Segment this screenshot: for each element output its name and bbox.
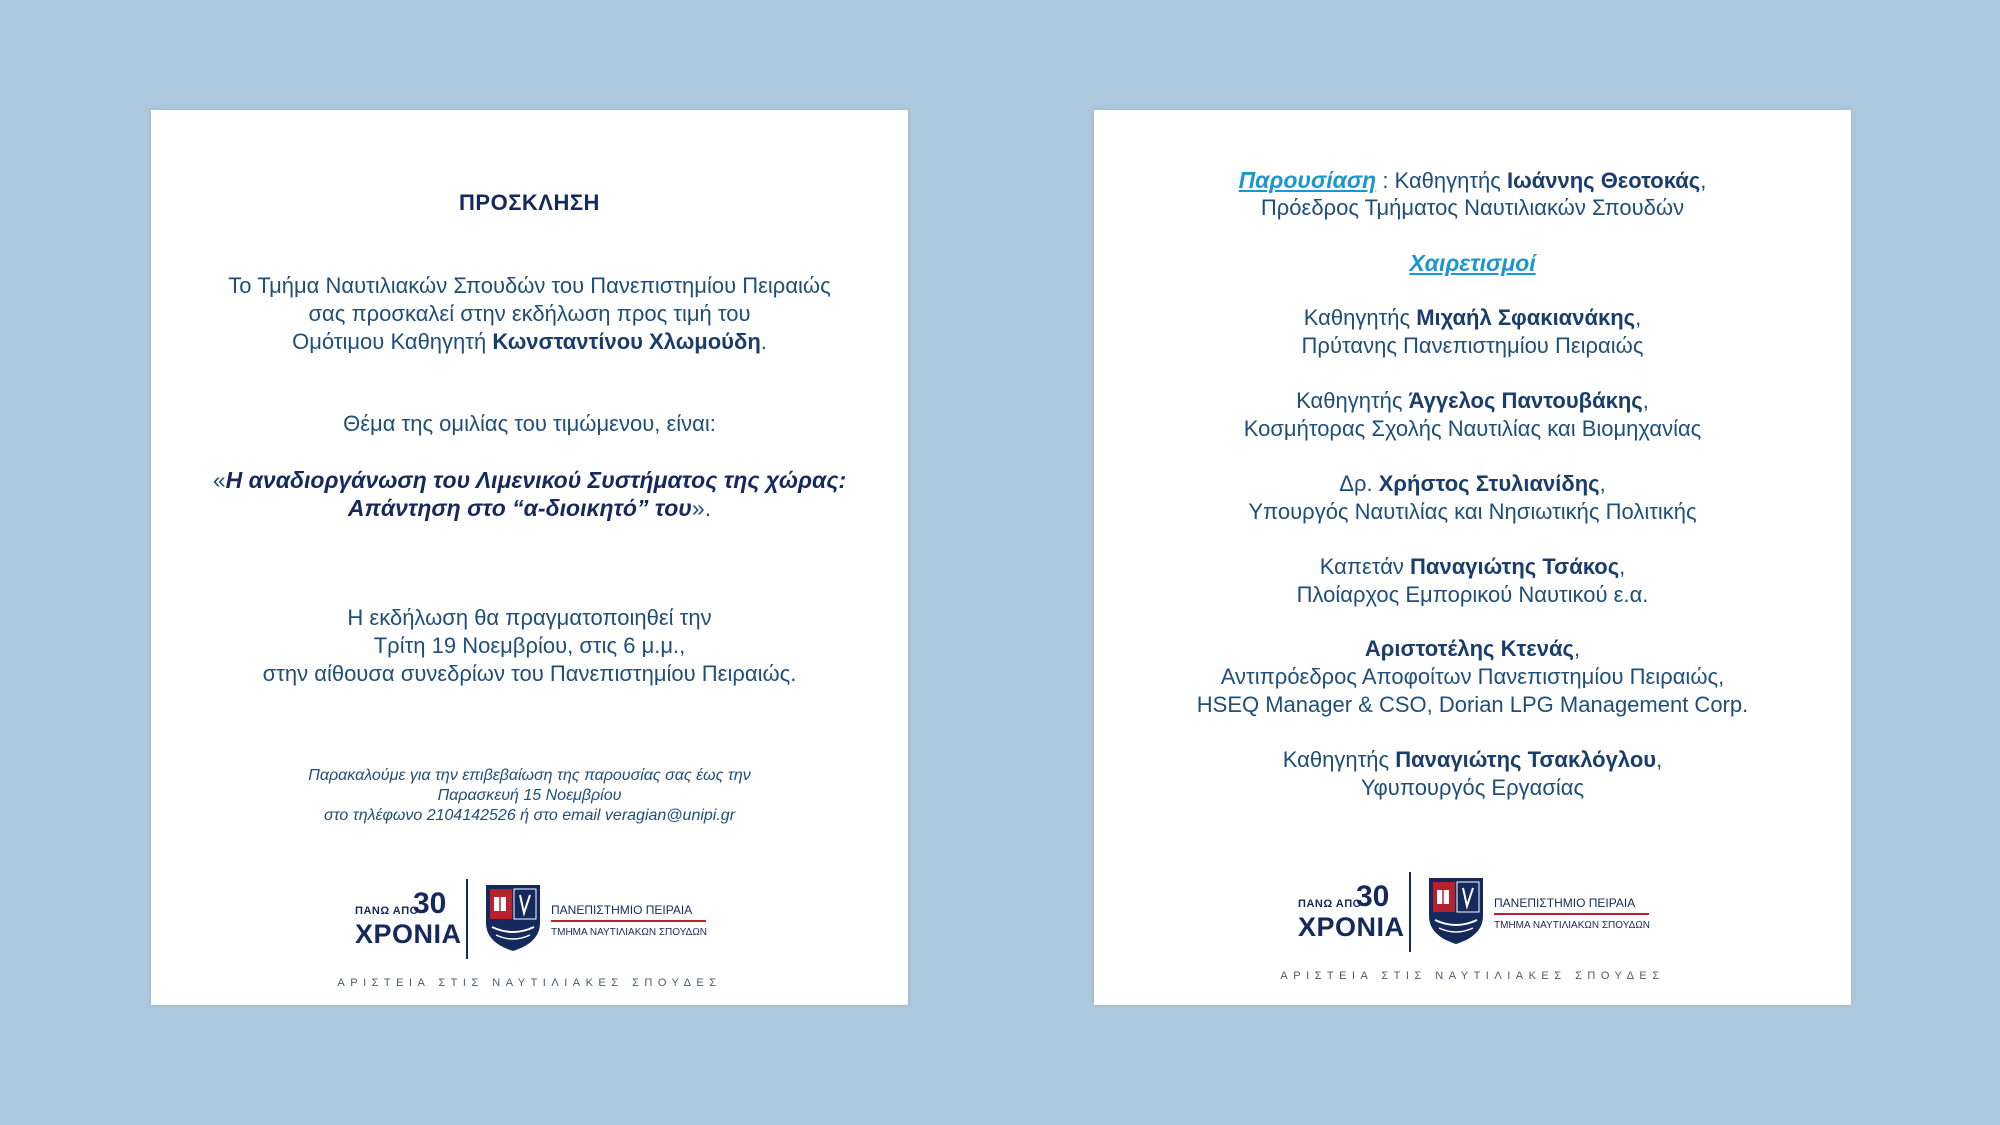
- event-line-1: Η εκδήλωση θα πραγματοποιηθεί την: [347, 605, 712, 630]
- speaker-6: [1094, 746, 1851, 774]
- honoree-name: Κωνσταντίνου Χλωμούδη: [492, 329, 761, 354]
- presenter-role: Πρόεδρος Τμήματος Ναυτιλιακών Σπουδών: [1260, 195, 1685, 220]
- logo-department-name: ΤΜΗΜΑ ΝΑΥΤΙΛΙΑΚΩΝ ΣΠΟΥΔΩΝ: [551, 927, 708, 938]
- speaker-6-suffix: ,: [1656, 747, 1663, 772]
- presenter-name: Ιωάννης Θεοτοκάς: [1507, 168, 1701, 193]
- rsvp-line-1: Παρακαλούμε για την επιβεβαίωση της παρουσίας σας έως την: [308, 767, 751, 784]
- greetings-heading-row: [1094, 250, 1851, 277]
- speaker-2-prefix: Καθηγητής: [1296, 388, 1409, 413]
- logo-department-name: ΤΜΗΜΑ ΝΑΥΤΙΛΙΑΚΩΝ ΣΠΟΥΔΩΝ: [1494, 920, 1651, 931]
- speaker-4-name: Παναγιώτης Τσάκος: [1410, 554, 1620, 579]
- intro-line-1: Το Τμήμα Ναυτιλιακών Σπουδών του Πανεπιστημίου Πειραιώς: [228, 273, 831, 298]
- speaker-3-role: Υπουργός Ναυτιλίας και Νησιωτικής Πολιτικής: [1248, 499, 1697, 524]
- speaker-6-role: Υφυπουργός Εργασίας: [1360, 775, 1585, 800]
- rsvp-line-3: στο τηλέφωνο 2104142526 ή στο email veragian@unipi.gr: [323, 807, 736, 824]
- university-logo: [151, 875, 908, 1005]
- speaker-4: [1094, 553, 1851, 581]
- speaker-6-name: Παναγιώτης Τσακλόγλου: [1395, 747, 1657, 772]
- logo-motto: ΑΡΙΣΤΕΙΑ ΣΤΙΣ ΝΑΥΤΙΛΙΑΚΕΣ ΣΠΟΥΔΕΣ: [337, 977, 722, 989]
- university-shield-icon: [1427, 876, 1485, 946]
- logo-number: 30: [413, 887, 447, 920]
- speaker-1-prefix: Καθηγητής: [1303, 305, 1417, 330]
- speaker-5-suffix: ,: [1573, 636, 1581, 661]
- speaker-5-role-2: HSEQ Manager & CSO, Dorian LPG Management Corp.: [1196, 692, 1749, 717]
- logo-university-name: ΠΑΝΕΠΙΣΤΗΜΙΟ ΠΕΙΡΑΙΑ: [551, 903, 693, 917]
- event-line-3: στην αίθουσα συνεδρίων του Πανεπιστημίου Πειραιώς.: [262, 661, 797, 686]
- intro-line-3: [151, 328, 908, 356]
- speaker-2-suffix: ,: [1642, 388, 1649, 413]
- speaker-1: [1094, 304, 1851, 332]
- logo-university-name: ΠΑΝΕΠΙΣΤΗΜΙΟ ΠΕΙΡΑΙΑ: [1494, 896, 1636, 910]
- logo-xronia: ΧΡΟΝΙΑ: [1298, 912, 1405, 942]
- university-logo: [1094, 868, 1851, 998]
- topic-intro: Θέμα της ομιλίας του τιμώμενου, είναι:: [343, 411, 716, 436]
- topic-line-2: [151, 494, 908, 522]
- thirty-years-logo: [355, 887, 462, 949]
- logo-divider: [1409, 872, 1411, 952]
- topic-close-quote: ».: [691, 495, 712, 521]
- thirty-years-logo: [1298, 880, 1405, 942]
- topic-text-2: Απάντηση στο “α-διοικητό” του: [347, 495, 692, 521]
- university-shield-icon: [484, 883, 542, 953]
- speaker-5-role: Αντιπρόεδρος Αποφοίτων Πανεπιστημίου Πειραιώς,: [1220, 664, 1725, 689]
- speaker-4-prefix: Καπετάν: [1319, 554, 1411, 579]
- logo-motto: ΑΡΙΣΤΕΙΑ ΣΤΙΣ ΝΑΥΤΙΛΙΑΚΕΣ ΣΠΟΥΔΕΣ: [1280, 970, 1665, 982]
- speaker-6-prefix: Καθηγητής: [1282, 747, 1396, 772]
- invitation-title: ΠΡΟΣΚΛΗΣΗ: [459, 190, 600, 215]
- topic-open-quote: «: [212, 467, 226, 493]
- intro-honoree-prefix: Ομότιμου Καθηγητή: [292, 329, 493, 354]
- invitation-page-left: [151, 110, 908, 1005]
- presentation-heading: Παρουσίαση: [1238, 167, 1377, 193]
- speaker-5-name: Αριστοτέλης Κτενάς: [1364, 636, 1574, 661]
- logo-number: 30: [1356, 880, 1390, 913]
- logo-red-underline: [1494, 913, 1649, 915]
- event-line-2: Τρίτη 19 Νοεμβρίου, στις 6 μ.μ.,: [373, 633, 686, 658]
- speaker-2-name: Άγγελος Παντουβάκης: [1408, 388, 1643, 413]
- speaker-1-suffix: ,: [1635, 305, 1642, 330]
- speaker-1-name: Μιχαήλ Σφακιανάκης: [1416, 305, 1636, 330]
- topic-line-1: [151, 466, 908, 494]
- greetings-heading: Χαιρετισμοί: [1409, 250, 1536, 276]
- program-page-right: [1094, 110, 1851, 1005]
- presentation-line: [1094, 166, 1851, 195]
- logo-xronia: ΧΡΟΝΙΑ: [355, 919, 462, 949]
- speaker-3-prefix: Δρ.: [1339, 471, 1379, 496]
- speaker-2: [1094, 387, 1851, 415]
- speaker-4-suffix: ,: [1619, 554, 1626, 579]
- intro-honoree-suffix: .: [760, 329, 767, 354]
- intro-line-2: σας προσκαλεί στην εκδήλωση προς τιμή του: [308, 301, 751, 326]
- presenter-comma: ,: [1700, 168, 1707, 193]
- speaker-2-role: Κοσμήτορας Σχολής Ναυτιλίας και Βιομηχανίας: [1243, 416, 1702, 441]
- presentation-separator: : Καθηγητής: [1376, 168, 1508, 193]
- speaker-3-suffix: ,: [1599, 471, 1606, 496]
- rsvp-line-2: Παρασκευή 15 Νοεμβρίου: [437, 787, 622, 804]
- logo-red-underline: [551, 920, 706, 922]
- logo-divider: [466, 879, 468, 959]
- speaker-4-role: Πλοίαρχος Εμπορικού Ναυτικού ε.α.: [1296, 582, 1649, 607]
- speaker-5: [1094, 635, 1851, 663]
- logo-pano-apo: ΠΑΝΩ ΑΠΟ: [1298, 898, 1362, 910]
- speaker-3-name: Χρήστος Στυλιανίδης: [1378, 471, 1600, 496]
- topic-text-1: Η αναδιοργάνωση του Λιμενικού Συστήματος της χώρας:: [225, 467, 847, 493]
- logo-pano-apo: ΠΑΝΩ ΑΠΟ: [355, 905, 419, 917]
- speaker-3: [1094, 470, 1851, 498]
- speaker-1-role: Πρύτανης Πανεπιστημίου Πειραιώς: [1301, 333, 1644, 358]
